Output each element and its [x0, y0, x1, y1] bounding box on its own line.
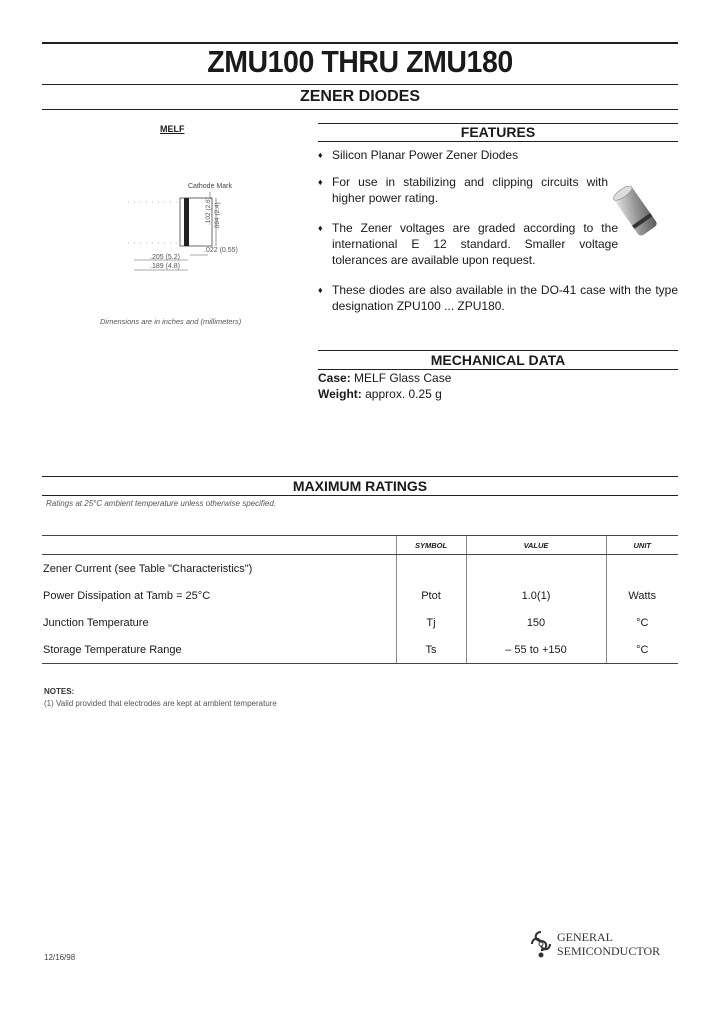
case-value: MELF Glass Case [354, 371, 452, 385]
diode-photo [612, 182, 662, 238]
param-cell: Junction Temperature [43, 616, 149, 629]
symbol-cell: Ts [396, 636, 466, 664]
ratings-note: Ratings at 25°C ambient temperature unless otherwise specified. [46, 499, 276, 508]
ratings-rule-top [42, 476, 678, 477]
feature-item [318, 147, 678, 163]
param-cell: Storage Temperature Range [42, 636, 396, 664]
mechanical-rule-top [318, 350, 678, 351]
company-name [557, 930, 660, 958]
bullet-icon: ♦ [318, 285, 323, 295]
features-heading: FEATURES [460, 124, 536, 140]
ratings-heading: MAXIMUM RATINGS [292, 478, 428, 494]
feature-item [318, 282, 678, 314]
feature-text: Silicon Planar Power Zener Diodes [332, 148, 519, 162]
dim-height2-label: .094 (2.4) [214, 202, 221, 230]
document-date: 12/16/98 [44, 953, 76, 962]
title-rule [42, 84, 678, 85]
company-logo-icon [526, 929, 556, 959]
mechanical-heading: MECHANICAL DATA [430, 352, 566, 368]
table-row [42, 609, 678, 636]
unit-cell: °C [606, 636, 678, 664]
unit-cell: Watts [606, 582, 678, 609]
bullet-icon: ♦ [318, 223, 323, 233]
table-header-row [42, 536, 678, 555]
value-cell: – 55 to +150 [466, 636, 606, 664]
symbol-cell [396, 555, 466, 583]
symbol-cell: Ptot [396, 582, 466, 609]
dim-band-label: .022 (0.55) [204, 247, 238, 254]
param-cell: Zener Current (see Table "Characteristics") [43, 562, 253, 575]
value-cell: 150 [466, 609, 606, 636]
value-cell [466, 555, 606, 583]
bullet-icon: ♦ [318, 177, 323, 187]
mechanical-rule-bottom [318, 369, 678, 370]
company-name-line2: SEMICONDUCTOR [557, 944, 661, 958]
subtitle-rule [42, 109, 678, 110]
case-label: Case: [318, 371, 351, 385]
cathode-mark-label: Cathode Mark [188, 183, 232, 190]
table-row [42, 582, 678, 609]
notes-block [44, 686, 277, 710]
features-rule-bottom [318, 141, 678, 142]
ratings-rule-bottom [42, 495, 678, 496]
dim-len1-label: .205 (5.2) [150, 254, 180, 261]
feature-text: The Zener voltages are graded according to the international E 12 standard. Smaller voltage tolerances are available upon request. [332, 221, 618, 267]
symbol-header: SYMBOL [396, 536, 466, 555]
feature-item [318, 220, 618, 268]
melf-dimension-diagram [118, 180, 268, 275]
unit-cell [606, 555, 678, 583]
table-row [42, 555, 678, 583]
dimensions-caption: Dimensions are in inches and (millimeters) [100, 317, 242, 326]
cathode-band [184, 198, 189, 246]
feature-text: These diodes are also available in the DO-41 case with the type designation ZPU100 ... ZPU180. [332, 283, 678, 313]
notes-heading: NOTES: [44, 687, 75, 696]
unit-header: UNIT [606, 536, 678, 555]
weight-value: approx. 0.25 g [365, 387, 442, 401]
ratings-table [42, 535, 678, 664]
unit-cell: °C [606, 609, 678, 636]
weight-line [318, 387, 442, 401]
feature-item [318, 174, 608, 206]
param-header [42, 536, 396, 555]
weight-label: Weight: [318, 387, 362, 401]
value-cell: 1.0(1) [466, 582, 606, 609]
company-name-line1: GENERAL [557, 930, 613, 944]
page-title: ZMU100 THRU ZMU180 [207, 44, 513, 79]
param-cell: Power Dissipation at Tamb = 25°C [43, 589, 211, 602]
case-line [318, 371, 451, 385]
package-label: MELF [160, 124, 185, 134]
value-header: VALUE [466, 536, 606, 555]
table-row [42, 636, 678, 664]
bullet-icon: ♦ [318, 150, 323, 160]
symbol-cell: Tj [396, 609, 466, 636]
dim-len2-label: .189 (4.8) [150, 263, 180, 270]
feature-text: For use in stabilizing and clipping circuits with higher power rating. [332, 175, 608, 205]
note-item: (1) Valid provided that electrodes are kept at ambient temperature [44, 699, 277, 708]
page-subtitle: ZENER DIODES [299, 88, 420, 105]
dim-height-label: .102 (2.6) [205, 197, 212, 225]
